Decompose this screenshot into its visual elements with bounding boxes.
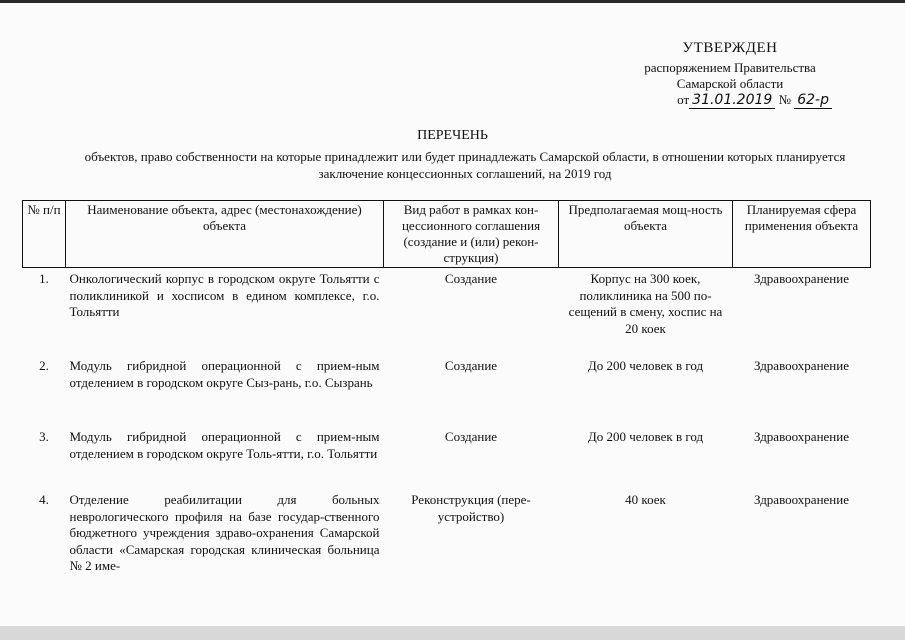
header-num: № п/п: [23, 201, 66, 268]
header-capacity: Предполагаемая мощ-ность объекта: [559, 201, 733, 268]
table-row: [23, 268, 871, 356]
header-sphere: Планируемая сфера применения объекта: [733, 201, 871, 268]
row-sphere: Здравоохранение: [754, 271, 849, 286]
row-capacity: Корпус на 300 коек, поликлиника на 500 по-сещений в смену, хоспис на 20 коек: [568, 271, 723, 336]
table-header-row: [23, 201, 871, 268]
row-num: 2.: [39, 358, 49, 373]
document-subtitle: объектов, право собственности на которые принадлежит или будет принадлежать Самарской области, в отношении которых планируется заключение концессионных соглашений, на 2019 год: [84, 149, 846, 181]
approval-heading: УТВЕРЖДЕН: [682, 40, 778, 56]
approval-line-2: Самарской области: [676, 76, 784, 91]
row-work: Создание: [444, 271, 498, 286]
objects-table: [22, 200, 871, 582]
header-work: Вид работ в рамках кон-цессионного соглашения (создание и (или) рекон-струкция): [384, 201, 559, 268]
row-num: 3.: [39, 429, 49, 444]
approval-date-line: [600, 92, 860, 108]
row-name: Модуль гибридной операционной с прием-ным отделением в городском округе Сыз-рань, г.о. Сызрань: [69, 358, 380, 390]
row-sphere: Здравоохранение: [754, 429, 849, 444]
table-row: [23, 426, 871, 489]
document-title: ПЕРЕЧЕНЬ: [417, 128, 488, 143]
row-work: Создание: [444, 429, 498, 444]
row-num: 1.: [39, 271, 49, 286]
table-row: [23, 355, 871, 426]
row-capacity: До 200 человек в год: [587, 429, 704, 444]
approval-date: 31.01.2019: [689, 92, 775, 109]
approval-line-1: распоряжением Правительства: [644, 60, 816, 75]
table-row: [23, 489, 871, 582]
row-name: Отделение реабилитации для больных неврологического профиля на базе государ-ственного бюджетного учреждения здраво-охранения Самарской области «Самарская городская клиническая больница № 2 име-: [69, 492, 380, 573]
row-num: 4.: [39, 492, 49, 507]
row-capacity: До 200 человек в год: [587, 358, 704, 373]
approval-number: 62-р: [794, 92, 832, 109]
scan-bottom-edge: [0, 626, 905, 640]
date-prefix: от: [677, 92, 690, 107]
row-sphere: Здравоохранение: [754, 492, 849, 507]
number-prefix: №: [778, 92, 791, 107]
approval-stamp: [600, 40, 860, 108]
header-name: Наименование объекта, адрес (местонахождение) объекта: [66, 201, 384, 268]
row-name: Модуль гибридной операционной с прием-ным отделением в городском округе Толь-ятти, г.о. Тольятти: [69, 429, 380, 461]
scan-top-border: [0, 0, 905, 3]
row-sphere: Здравоохранение: [754, 358, 849, 373]
row-work: Создание: [444, 358, 498, 373]
row-capacity: 40 коек: [625, 492, 666, 507]
row-name: Онкологический корпус в городском округе Тольятти с поликлиникой и хосписом в едином комплексе, г.о. Тольятти: [69, 271, 380, 319]
row-work: Реконструкция (пере-устройство): [411, 492, 531, 524]
